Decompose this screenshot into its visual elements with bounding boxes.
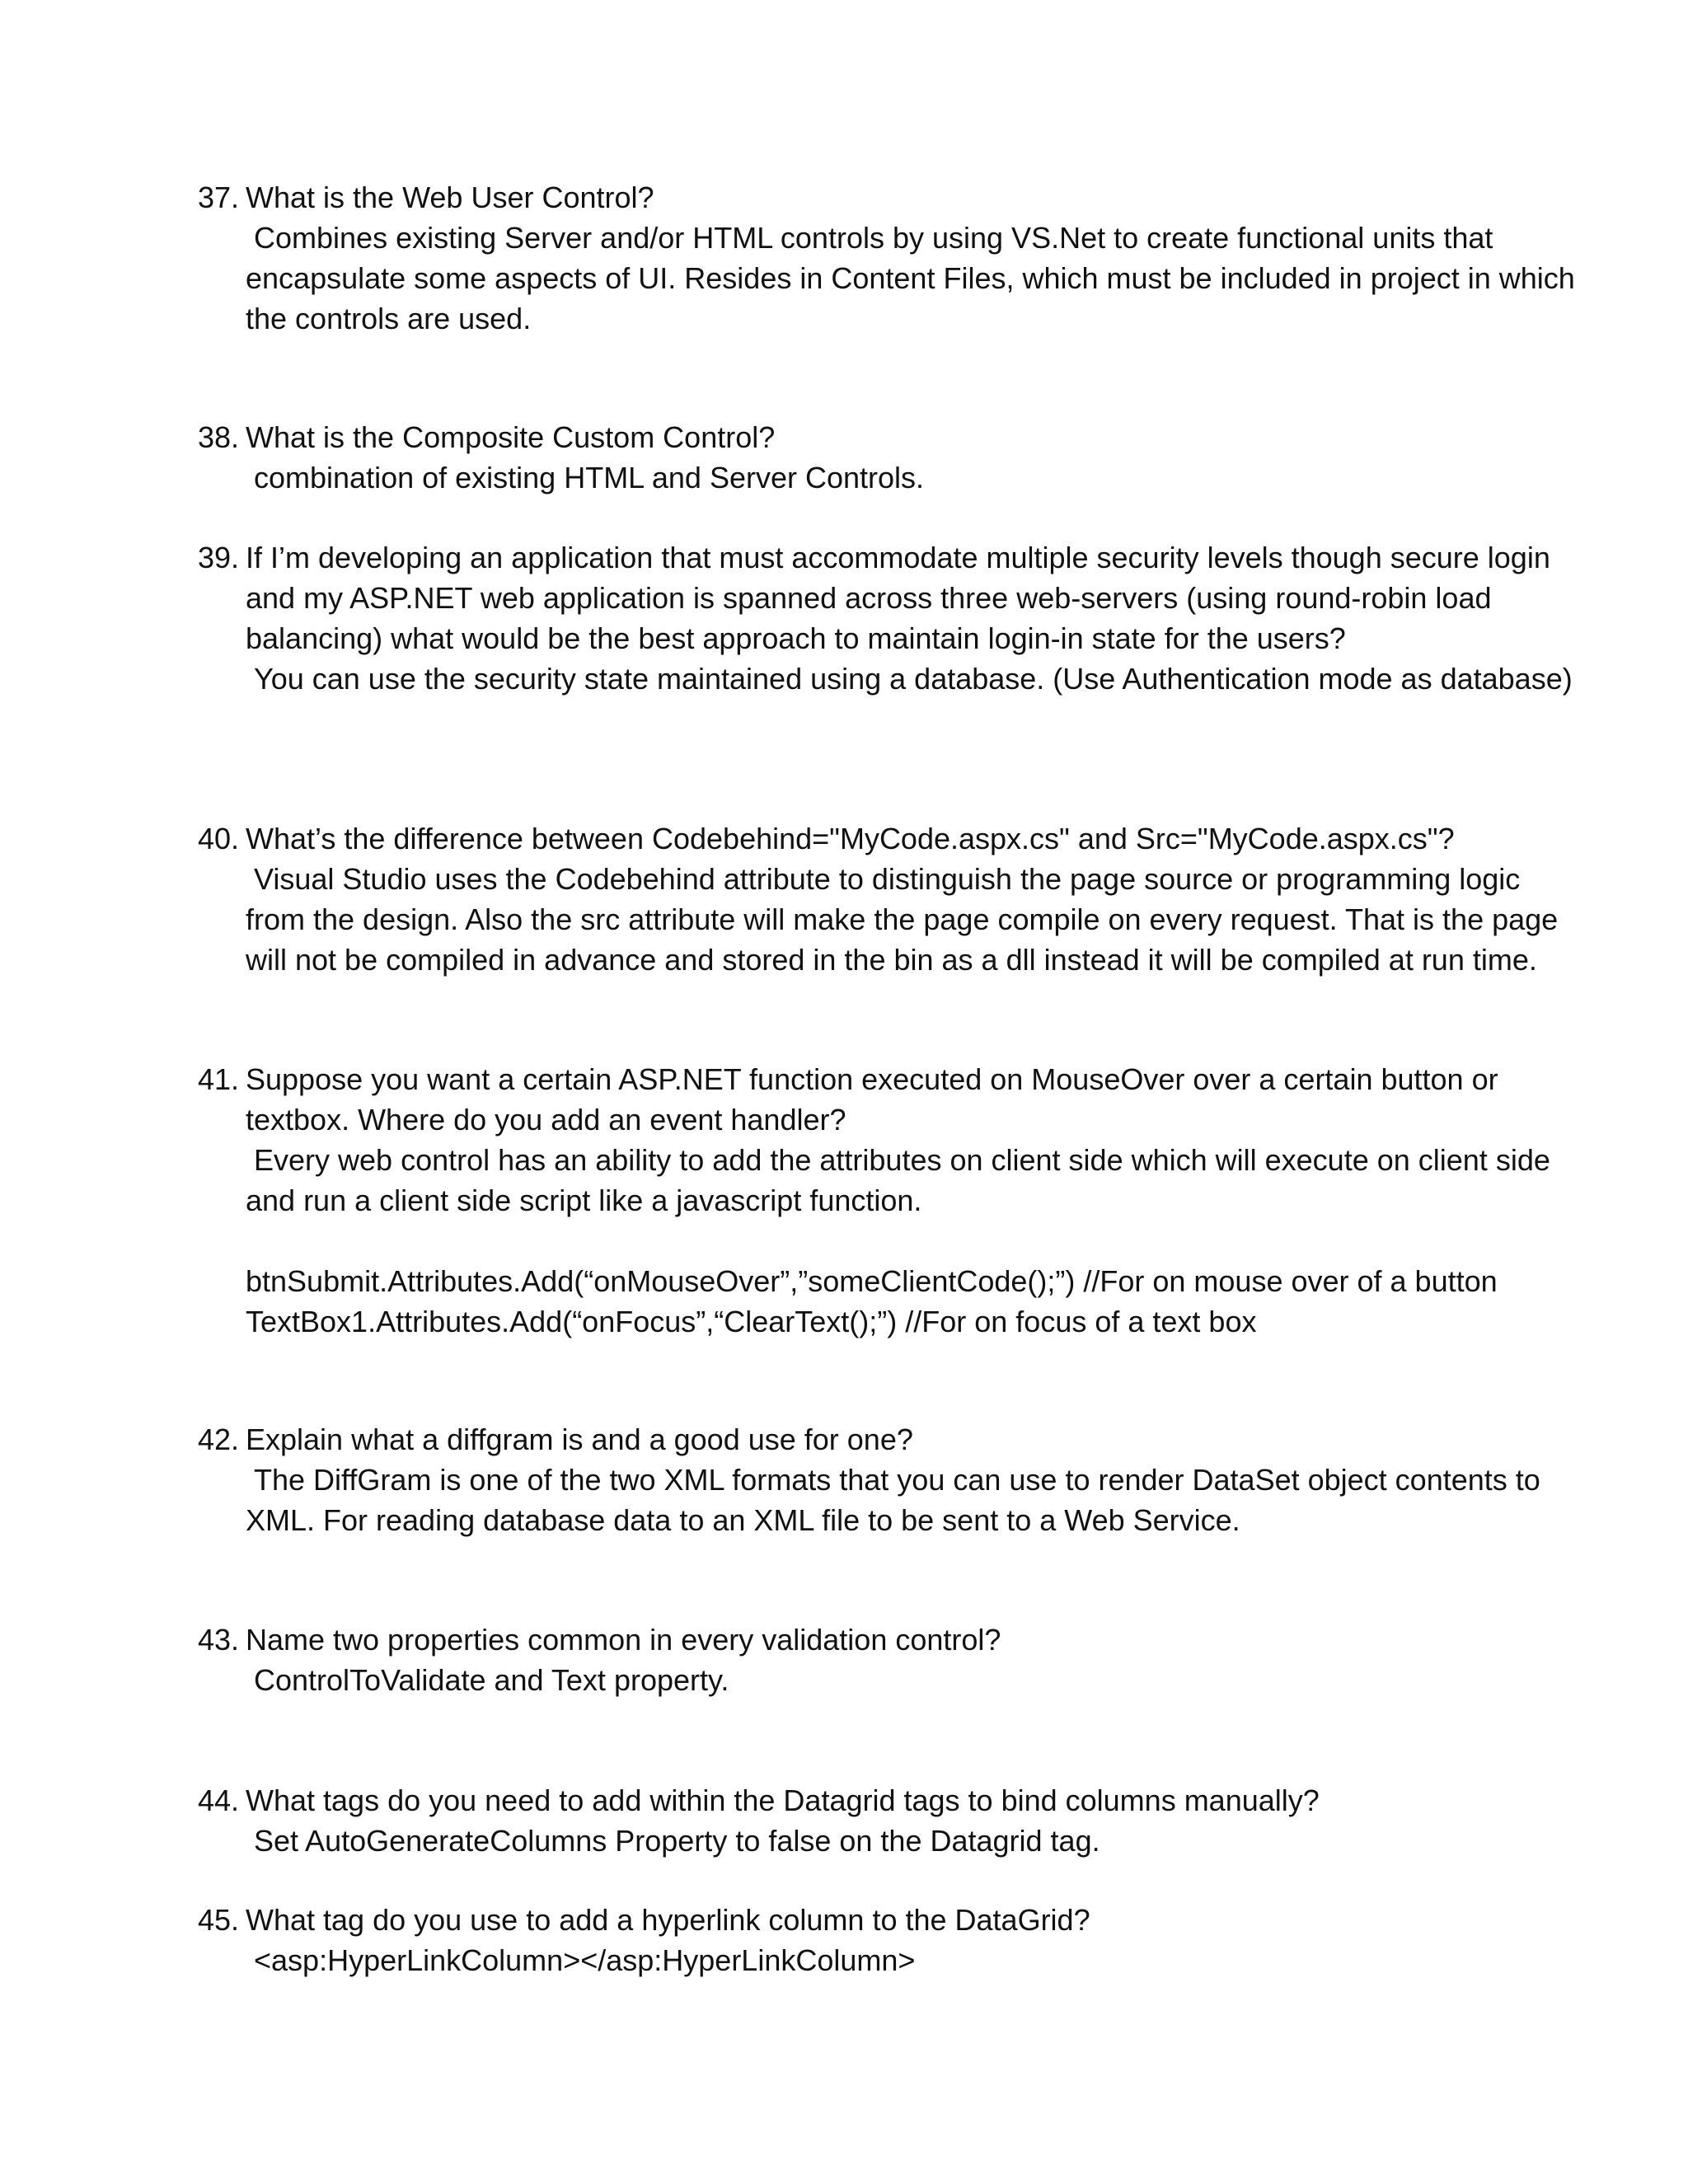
question-text: What tags do you need to add within the Datagrid tags to bind columns manually?: [246, 1783, 1320, 1817]
question-number: 43.: [198, 1623, 240, 1657]
qa-item-45: [198, 1900, 1582, 1980]
question-text: What’s the difference between Codebehind="MyCode.aspx.cs" and Src="MyCode.aspx.cs"?: [246, 822, 1455, 855]
question: [198, 1059, 1582, 1140]
question-text: Explain what a diffgram is and a good use for one?: [246, 1422, 913, 1456]
spacer: [198, 1221, 1582, 1261]
qa-item-39: [198, 537, 1582, 699]
question: [198, 1619, 1582, 1660]
question-text: Name two properties common in every validation control?: [246, 1623, 1001, 1657]
qa-item-43: [198, 1619, 1582, 1700]
question: [198, 417, 1582, 457]
question-number: 39.: [198, 541, 240, 574]
answer-text: combination of existing HTML and Server Controls.: [254, 461, 925, 494]
question-number: 38.: [198, 420, 240, 454]
question-text: What is the Composite Custom Control?: [246, 420, 776, 454]
answer-text: Every web control has an ability to add the attributes on client side which will execute on client side and run a client side script like a javascript function.: [246, 1143, 1550, 1217]
code-line: btnSubmit.Attributes.Add(“onMouseOver”,”someClientCode();”) //For on mouse over of a button: [246, 1264, 1498, 1298]
question-text: What tag do you use to add a hyperlink column to the DataGrid?: [246, 1903, 1090, 1937]
question-number: 45.: [198, 1903, 240, 1937]
answer-text: The DiffGram is one of the two XML formats that you can use to render DataSet object contents to XML. For reading database data to an XML file to be sent to a Web Service.: [246, 1463, 1540, 1537]
question: [198, 537, 1582, 658]
question-number: 42.: [198, 1422, 240, 1456]
question-text: What is the Web User Control?: [246, 180, 654, 214]
qa-item-40: [198, 818, 1582, 980]
question: [198, 177, 1582, 218]
qa-item-42: [198, 1419, 1582, 1540]
answer-text: You can use the security state maintained using a database. (Use Authentication mode as database): [254, 662, 1573, 696]
answer-text: Combines existing Server and/or HTML controls by using VS.Net to create functional units that encapsulate some aspects of UI. Resides in Content Files, which must be included in project in which the controls are used.: [246, 221, 1575, 335]
question-text: Suppose you want a certain ASP.NET function executed on MouseOver over a certain button or textbox. Where do you add an event handler?: [246, 1062, 1498, 1137]
answer-text: <asp:HyperLinkColumn></asp:HyperLinkColumn>: [254, 1943, 916, 1977]
question: [198, 1419, 1582, 1460]
answer-text: Set AutoGenerateColumns Property to false on the Datagrid tag.: [254, 1824, 1100, 1858]
question-number: 44.: [198, 1783, 240, 1817]
qa-item-37: [198, 177, 1582, 339]
qa-item-44: [198, 1780, 1582, 1861]
qa-item-38: [198, 417, 1582, 498]
question-text: If I’m developing an application that must accommodate multiple security levels though secure login and my ASP.NET web application is spanned across three web-servers (using round-robin load balancing) what would be the best approach to maintain login-in state for the users?: [246, 541, 1550, 655]
question-number: 40.: [198, 822, 240, 855]
answer-text: ControlToValidate and Text property.: [254, 1663, 729, 1697]
question: [198, 818, 1582, 859]
question: [198, 1900, 1582, 1940]
question: [198, 1780, 1582, 1821]
code-line: TextBox1.Attributes.Add(“onFocus”,“ClearText();”) //For on focus of a text box: [246, 1305, 1257, 1338]
question-number: 37.: [198, 180, 240, 214]
answer-text: Visual Studio uses the Codebehind attribute to distinguish the page source or programming logic from the design. Also the src attribute will make the page compile on every request. That is the page will not be compiled in advance and stored in the bin as a dll instead it will be compiled at run time.: [246, 862, 1559, 977]
qa-item-41: [198, 1059, 1582, 1342]
question-number: 41.: [198, 1062, 240, 1096]
